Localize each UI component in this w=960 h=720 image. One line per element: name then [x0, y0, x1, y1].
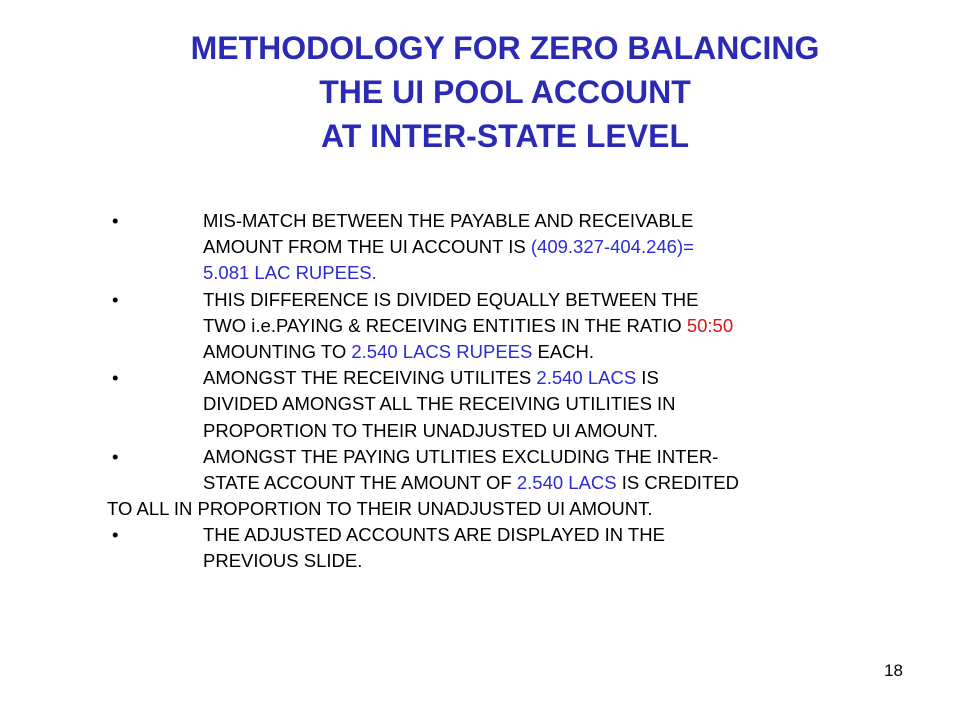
text-segment: AMOUNTING TO: [203, 340, 352, 362]
text-segment: AMONGST THE RECEIVING UTILITES: [203, 367, 537, 389]
bullet-icon: •: [112, 367, 119, 389]
text-line: [0, 234, 960, 260]
text-segment: IS CREDITED: [616, 471, 739, 493]
text-line: [0, 260, 960, 286]
line-text: [107, 496, 653, 522]
highlighted-value: 2.540 LACS: [536, 367, 637, 389]
text-segment: DIVIDED AMONGST ALL THE RECEIVING UTILITIES IN: [203, 393, 676, 415]
highlighted-value: 5.081 LAC RUPEES.: [203, 262, 377, 284]
text-segment: TWO i.e.PAYING & RECEIVING ENTITIES IN THE RATIO: [203, 314, 687, 336]
line-text: [203, 260, 377, 286]
text-line: [0, 208, 960, 234]
text-segment: EACH.: [532, 340, 595, 362]
text-segment: IS: [636, 367, 659, 389]
line-text: [203, 339, 594, 365]
title-line-1: METHODOLOGY FOR ZERO BALANCING: [190, 30, 820, 66]
text-segment: TO ALL IN PROPORTION TO THEIR UNADJUSTED UI AMOUNT.: [107, 498, 653, 520]
line-text: [203, 418, 658, 444]
line-text: [203, 365, 659, 391]
text-line: [0, 444, 960, 470]
title-line-2: THE UI POOL ACCOUNT: [319, 74, 691, 110]
bullet-icon: •: [112, 288, 119, 310]
line-text: [203, 313, 733, 339]
highlighted-value: (409.327-404.246)=: [530, 236, 694, 258]
line-text: [203, 234, 694, 260]
text-line: [0, 496, 960, 522]
text-segment: STATE ACCOUNT THE AMOUNT OF: [203, 471, 517, 493]
text-line: [0, 339, 960, 365]
bullet-icon: •: [112, 524, 119, 546]
title-line-3: AT INTER-STATE LEVEL: [321, 118, 689, 154]
text-line: [0, 470, 960, 496]
text-line: [0, 418, 960, 444]
text-line: [0, 313, 960, 339]
text-segment: PREVIOUS SLIDE.: [203, 550, 363, 572]
page-number: 18: [884, 661, 903, 680]
text-segment: MIS-MATCH BETWEEN THE PAYABLE AND RECEIVABLE: [203, 210, 694, 231]
slide-title: [0, 26, 960, 158]
text-line: [0, 522, 960, 548]
highlighted-value: 2.540 LACS: [516, 471, 617, 493]
line-text: [203, 444, 718, 470]
line-text: [203, 548, 362, 574]
text-segment: THE ADJUSTED ACCOUNTS ARE DISPLAYED IN THE: [203, 524, 665, 546]
line-text: [203, 287, 698, 313]
line-text: [203, 391, 676, 417]
bullet-icon: •: [112, 210, 119, 231]
line-text: [203, 470, 739, 496]
bullet-icon: •: [112, 445, 119, 467]
text-segment: AMONGST THE PAYING UTLITIES EXCLUDING THE INTER-: [203, 445, 719, 467]
text-segment: PROPORTION TO THEIR UNADJUSTED UI AMOUNT.: [203, 419, 659, 441]
highlighted-value: 2.540 LACS RUPEES: [351, 340, 533, 362]
text-line: [0, 391, 960, 417]
text-line: [0, 548, 960, 574]
line-text: [203, 208, 693, 234]
line-text: [203, 522, 665, 548]
bullet-list: [0, 208, 960, 575]
text-line: [0, 365, 960, 391]
text-segment: AMOUNT FROM THE UI ACCOUNT IS: [203, 236, 531, 258]
highlighted-value: 50:50: [686, 314, 734, 336]
text-segment: THIS DIFFERENCE IS DIVIDED EQUALLY BETWEEN THE: [203, 288, 699, 310]
text-line: [0, 287, 960, 313]
